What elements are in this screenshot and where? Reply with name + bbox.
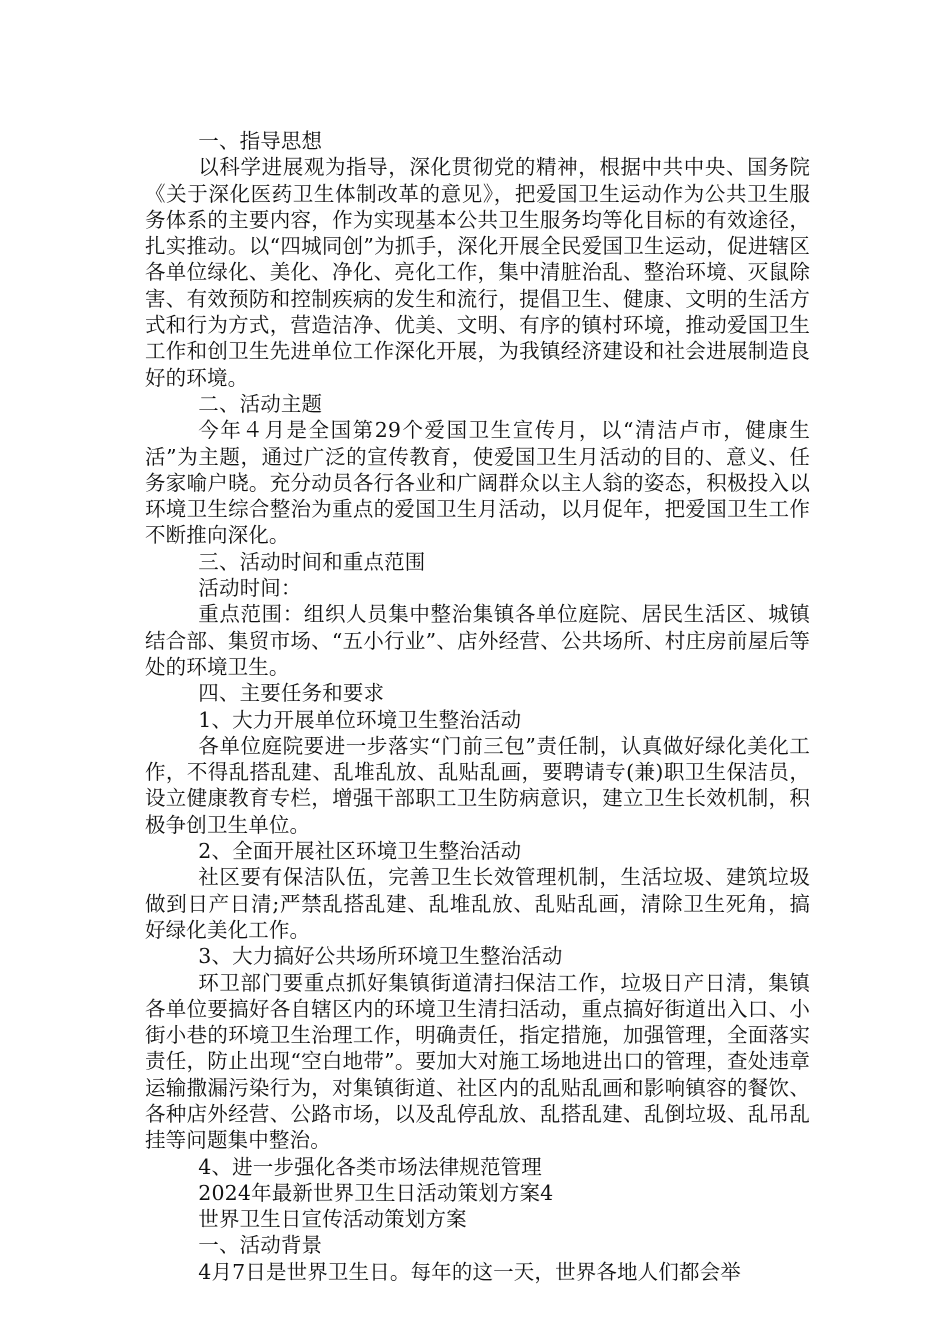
paragraph: 4月7日是世界卫生日。每年的这一天，世界各地人们都会举: [198, 1259, 741, 1284]
paragraph: 各单位庭院要进一步落实“门前三包”责任制，认真做好绿化美化工作，不得乱搭乱建、乱堆乱放、乱贴乱画，要聘请专(兼)职卫生保洁员，设立健康教育专栏，增强干部职工卫生防病意识，建立卫生长效机制，积极争创卫生单位。: [145, 733, 810, 837]
document-body: [145, 128, 810, 1285]
paragraph: 环卫部门要重点抓好集镇街道清扫保洁工作，垃圾日产日清，集镇各单位要搞好各自辖区内的环境卫生清扫活动，重点搞好街道出入口、小街小巷的环境卫生治理工作，明确责任，指定措施，加强管理，全面落实责任，防止出现“空白地带”。要加大对施工场地进出口的管理，查处违章运输撒漏污染行为，对集镇街道、社区内的乱贴乱画和影响镇容的餐饮、各种店外经营、公路市场，以及乱停乱放、乱搭乱建、乱倒垃圾、乱吊乱挂等问题集中整治。: [145, 970, 810, 1153]
document-subtitle-line: 世界卫生日宣传活动策划方案: [198, 1207, 467, 1232]
paragraph: 活动时间：: [198, 576, 302, 601]
document-title-line: 2024年最新世界卫生日活动策划方案4: [198, 1180, 554, 1205]
paragraph: 社区要有保洁队伍，完善卫生长效管理机制，生活垃圾、建筑垃圾做到日产日清;严禁乱搭乱建、乱堆乱放、乱贴乱画，清除卫生死角，搞好绿化美化工作。: [145, 865, 810, 942]
paragraph: 今年４月是全国第29个爱国卫生宣传月，以“清洁卢市，健康生活”为主题，通过广泛的宣传教育，使爱国卫生月活动的目的、意义、任务家喻户晓。充分动员各行各业和广阔群众以主人翁的姿态，积极投入以环境卫生综合整治为重点的爱国卫生月活动，以月促年，把爱国卫生工作不断推向深化。: [145, 418, 810, 548]
paragraph: 重点范围：组织人员集中整治集镇各单位庭院、居民生活区、城镇结合部、集贸市场、“五小行业”、店外经营、公共场所、村庄房前屋后等处的环境卫生。: [145, 602, 810, 679]
subsection-heading: 4、进一步强化各类市场法律规范管理: [198, 1154, 542, 1179]
subsection-heading: 3、大力搞好公共场所环境卫生整治活动: [198, 944, 563, 969]
section-heading: 二、活动主题: [198, 391, 323, 416]
section-heading: 一、活动背景: [198, 1233, 323, 1258]
section-heading: 四、主要任务和要求: [198, 681, 385, 706]
section-heading: 三、活动时间和重点范围: [198, 549, 426, 574]
section-heading: 一、指导思想: [198, 129, 323, 153]
paragraph: 以科学进展观为指导，深化贯彻党的精神，根据中共中央、国务院《关于深化医药卫生体制改革的意见》，把爱国卫生运动作为公共卫生服务体系的主要内容，作为实现基本公共卫生服务均等化目标的有效途径，扎实推动。以“四城同创”为抓手，深化开展全民爱国卫生运动，促进辖区各单位绿化、美化、净化、亮化工作，集中清脏治乱、整治环境、灭鼠除害、有效预防和控制疾病的发生和流行，提倡卫生、健康、文明的生活方式和行为方式，营造洁净、优美、文明、有序的镇村环境，推动爱国卫生工作和创卫生先进单位工作深化开展，为我镇经济建设和社会进展制造良好的环境。: [145, 155, 810, 390]
subsection-heading: 1、大力开展单位环境卫生整治活动: [198, 707, 522, 732]
subsection-heading: 2、全面开展社区环境卫生整治活动: [198, 839, 522, 864]
